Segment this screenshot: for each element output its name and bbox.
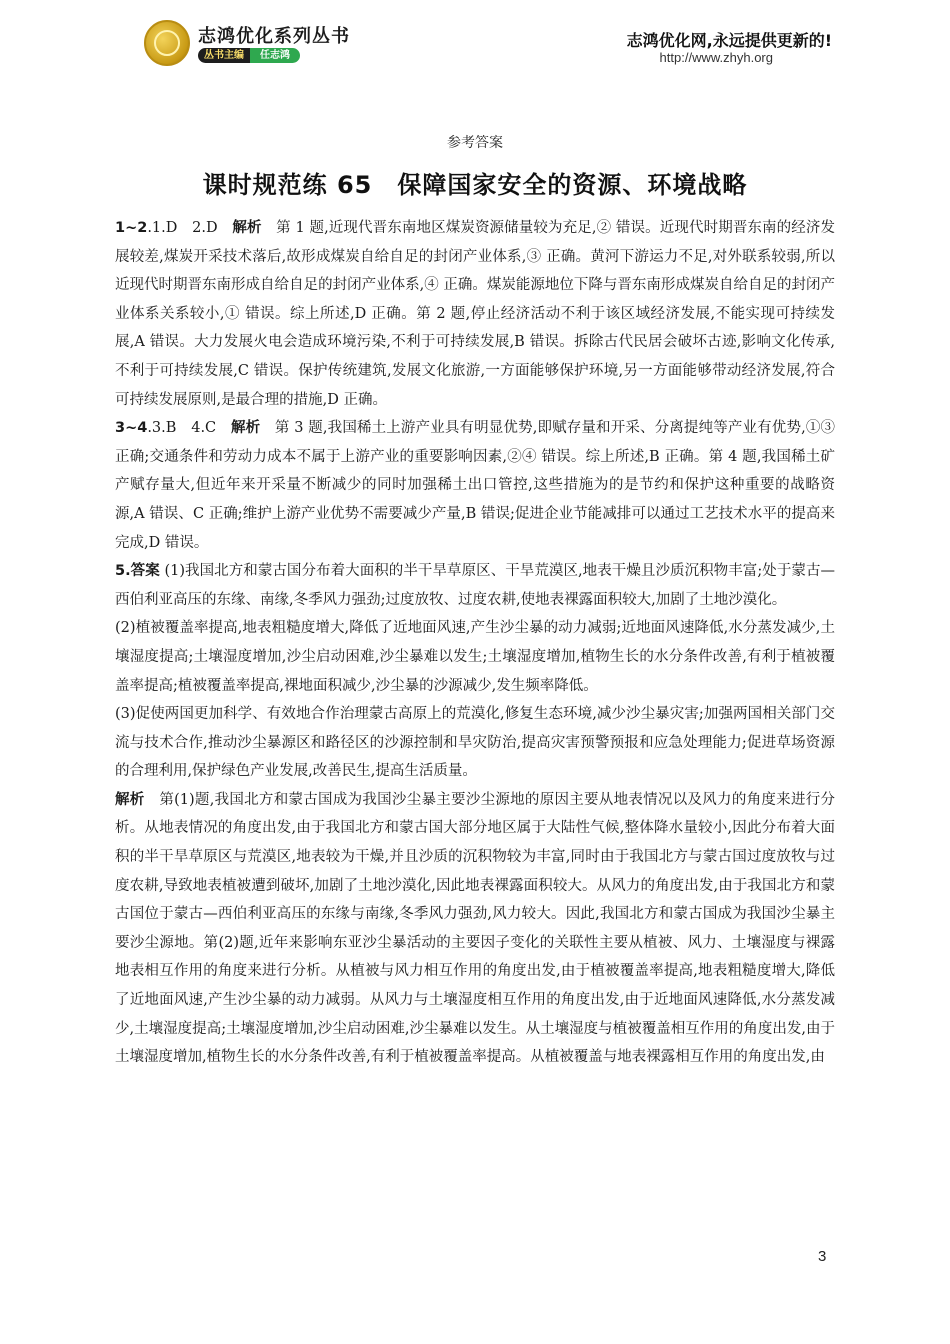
answer-part-2: (2)植被覆盖率提高,地表粗糙度增大,降低了近地面风速,产生沙尘暴的动力减弱;近地面风速降低,水分蒸发减少,土壤湿度提高;土壤湿度增加,沙尘启动困难,沙尘暴难以发生;土壤湿度增加,植物生长的水分条件改善,有利于植被覆盖率提高;植被覆盖率提高,裸地面积减少,沙尘暴的沙源减少,发生频率降低。 [115, 620, 835, 694]
answer-block-3-4 [115, 414, 835, 557]
document-subtitle: 参考答案 [447, 135, 503, 151]
analysis-text: 第 3 题,我国稀土上游产业具有明显优势,即赋存量和开采、分离提纯等产业有优势,①③ 正确;交通条件和劳动力成本不属于上游产业的重要影响因素,②④ 错误。综上所述,B 正确。第 4 题,我国稀土矿产赋存量大,但近年来开采量不断减少的同时加强稀土出口管控,这些措施为的是节约和保护这种重要的战略资源,A 错误、C 正确;维护上游产业优势不需要减少产量,B 错误;促进企业节能减排可以通过工艺技术水平的提高来完成,D 错误。 [115, 420, 836, 551]
analysis-block-5 [115, 786, 835, 1072]
series-title: 志鸿优化系列丛书 [198, 26, 350, 47]
answer-content [115, 214, 835, 1072]
answer-part-3: (3)促使两国更加科学、有效地合作治理蒙古高原上的荒漠化,修复生态环境,减少沙尘暴灾害;加强两国相关部门交流与技术合作,推动沙尘暴源区和路径区的沙源控制和旱灾防治,提高灾害预警预报和应急处理能力;促进草场资源的合理利用,保护绿色产业发展,改善民生,提高生活质量。 [115, 706, 835, 780]
editor-name: 任志鸿 [250, 48, 300, 63]
analysis-text: 第 1 题,近现代晋东南地区煤炭资源储量较为充足,② 错误。近现代时期晋东南的经济发展较差,煤炭开采技术落后,故形成煤炭自给自足的封闭产业体系,③ 正确。黄河下游运力不足,对外联系较弱,所以近现代时期晋东南形成自给自足的封闭产业体系,④ 正确。煤炭能源地位下降与晋东南形成煤炭自给自足的封闭产业体系关系较小,① 错误。综上所述,D 正确。第 2 题,停止经济活动不利于该区域经济发展,不能实现可持续发展,A 错误。大力发展火电会造成环境污染,不利于可持续发展,B 错误。拆除古代民居会破坏古迹,影响文化传承,不利于可持续发展,C 错误。保护传统建筑,发展文化旅游,一方面能够保护环境,另一方面能够带动经济发展,符合可持续发展原则,是最合理的措施,D 正确。 [115, 220, 836, 408]
analysis-tag: 解析 [232, 220, 262, 236]
editor-line [198, 48, 300, 63]
answer-key: .3.B 4.C [147, 420, 231, 437]
question-label: 5 [115, 563, 126, 580]
page-title: 课时规范练 65 保障国家安全的资源、环境战略 [202, 171, 748, 199]
header-url: http://www.zhyh.org [659, 50, 773, 65]
answer-key: .1.D 2.D [147, 220, 233, 236]
analysis-tag: 解析 [115, 791, 145, 808]
answer-part-1: (1)我国北方和蒙古国分布着大面积的半干旱草原区、干旱荒漠区,地表干燥且沙质沉积物丰富;处于蒙古—西伯利亚高压的东缘、南缘,冬季风力强劲;过度放牧、过度农耕,使地表裸露面积较大,加剧了土地沙漠化。 [115, 563, 836, 608]
answer-block-5 [115, 557, 835, 614]
analysis-text: 第(1)题,我国北方和蒙古国成为我国沙尘暴主要沙尘源地的原因主要从地表情况以及风力的角度来进行分析。从地表情况的角度出发,由于我国北方和蒙古国大部分地区属于大陆性气候,整体降水量较小,因此分布着大面积的半干旱草原区与荒漠区,地表较为干燥,并且沙质的沉积物较为丰富,同时由于我国北方与蒙古国过度放牧与过度农耕,导致地表植被遭到破坏,加剧了土地沙漠化,因此地表裸露面积较大。从风力的角度出发,由于我国北方和蒙古国位于蒙古—西伯利亚高压的东缘与南缘,冬季风力强劲,风力较大。因此,我国北方和蒙古国成为我国沙尘暴主要沙尘源地。第(2)题,近年来影响东亚沙尘暴活动的主要因子变化的关联性主要从植被、风力、土壤湿度与裸露地表相互作用的角度来进行分析。从植被与风力相互作用的角度出发,由于植被覆盖率提高,地表粗糙度增大,降低了近地面风速,产生沙尘暴的动力减弱。从风力与土壤湿度相互作用的角度出发,由于近地面风速降低,水分蒸发减少,土壤湿度提高;土壤湿度增加,沙尘启动困难,沙尘暴难以发生。从土壤湿度与植被覆盖相互作用的角度出发,由于土壤湿度增加,植物生长的水分条件改善,有利于植被覆盖率提高。从植被覆盖与地表裸露相互作用的角度出发,由 [115, 791, 835, 1066]
answer-block-1-2 [115, 214, 835, 414]
question-label: 1~2 [115, 220, 148, 236]
series-logo-icon [144, 20, 190, 66]
page-number: 3 [818, 1248, 827, 1265]
editor-tag: 丛书主编 [198, 48, 250, 63]
page-header [0, 0, 950, 80]
header-slogan: 志鸿优化网,永远提供更新的! [626, 31, 832, 50]
question-label: 3~4 [115, 420, 148, 437]
analysis-tag: 解析 [230, 420, 261, 437]
answer-tag: .答案 [125, 563, 160, 580]
